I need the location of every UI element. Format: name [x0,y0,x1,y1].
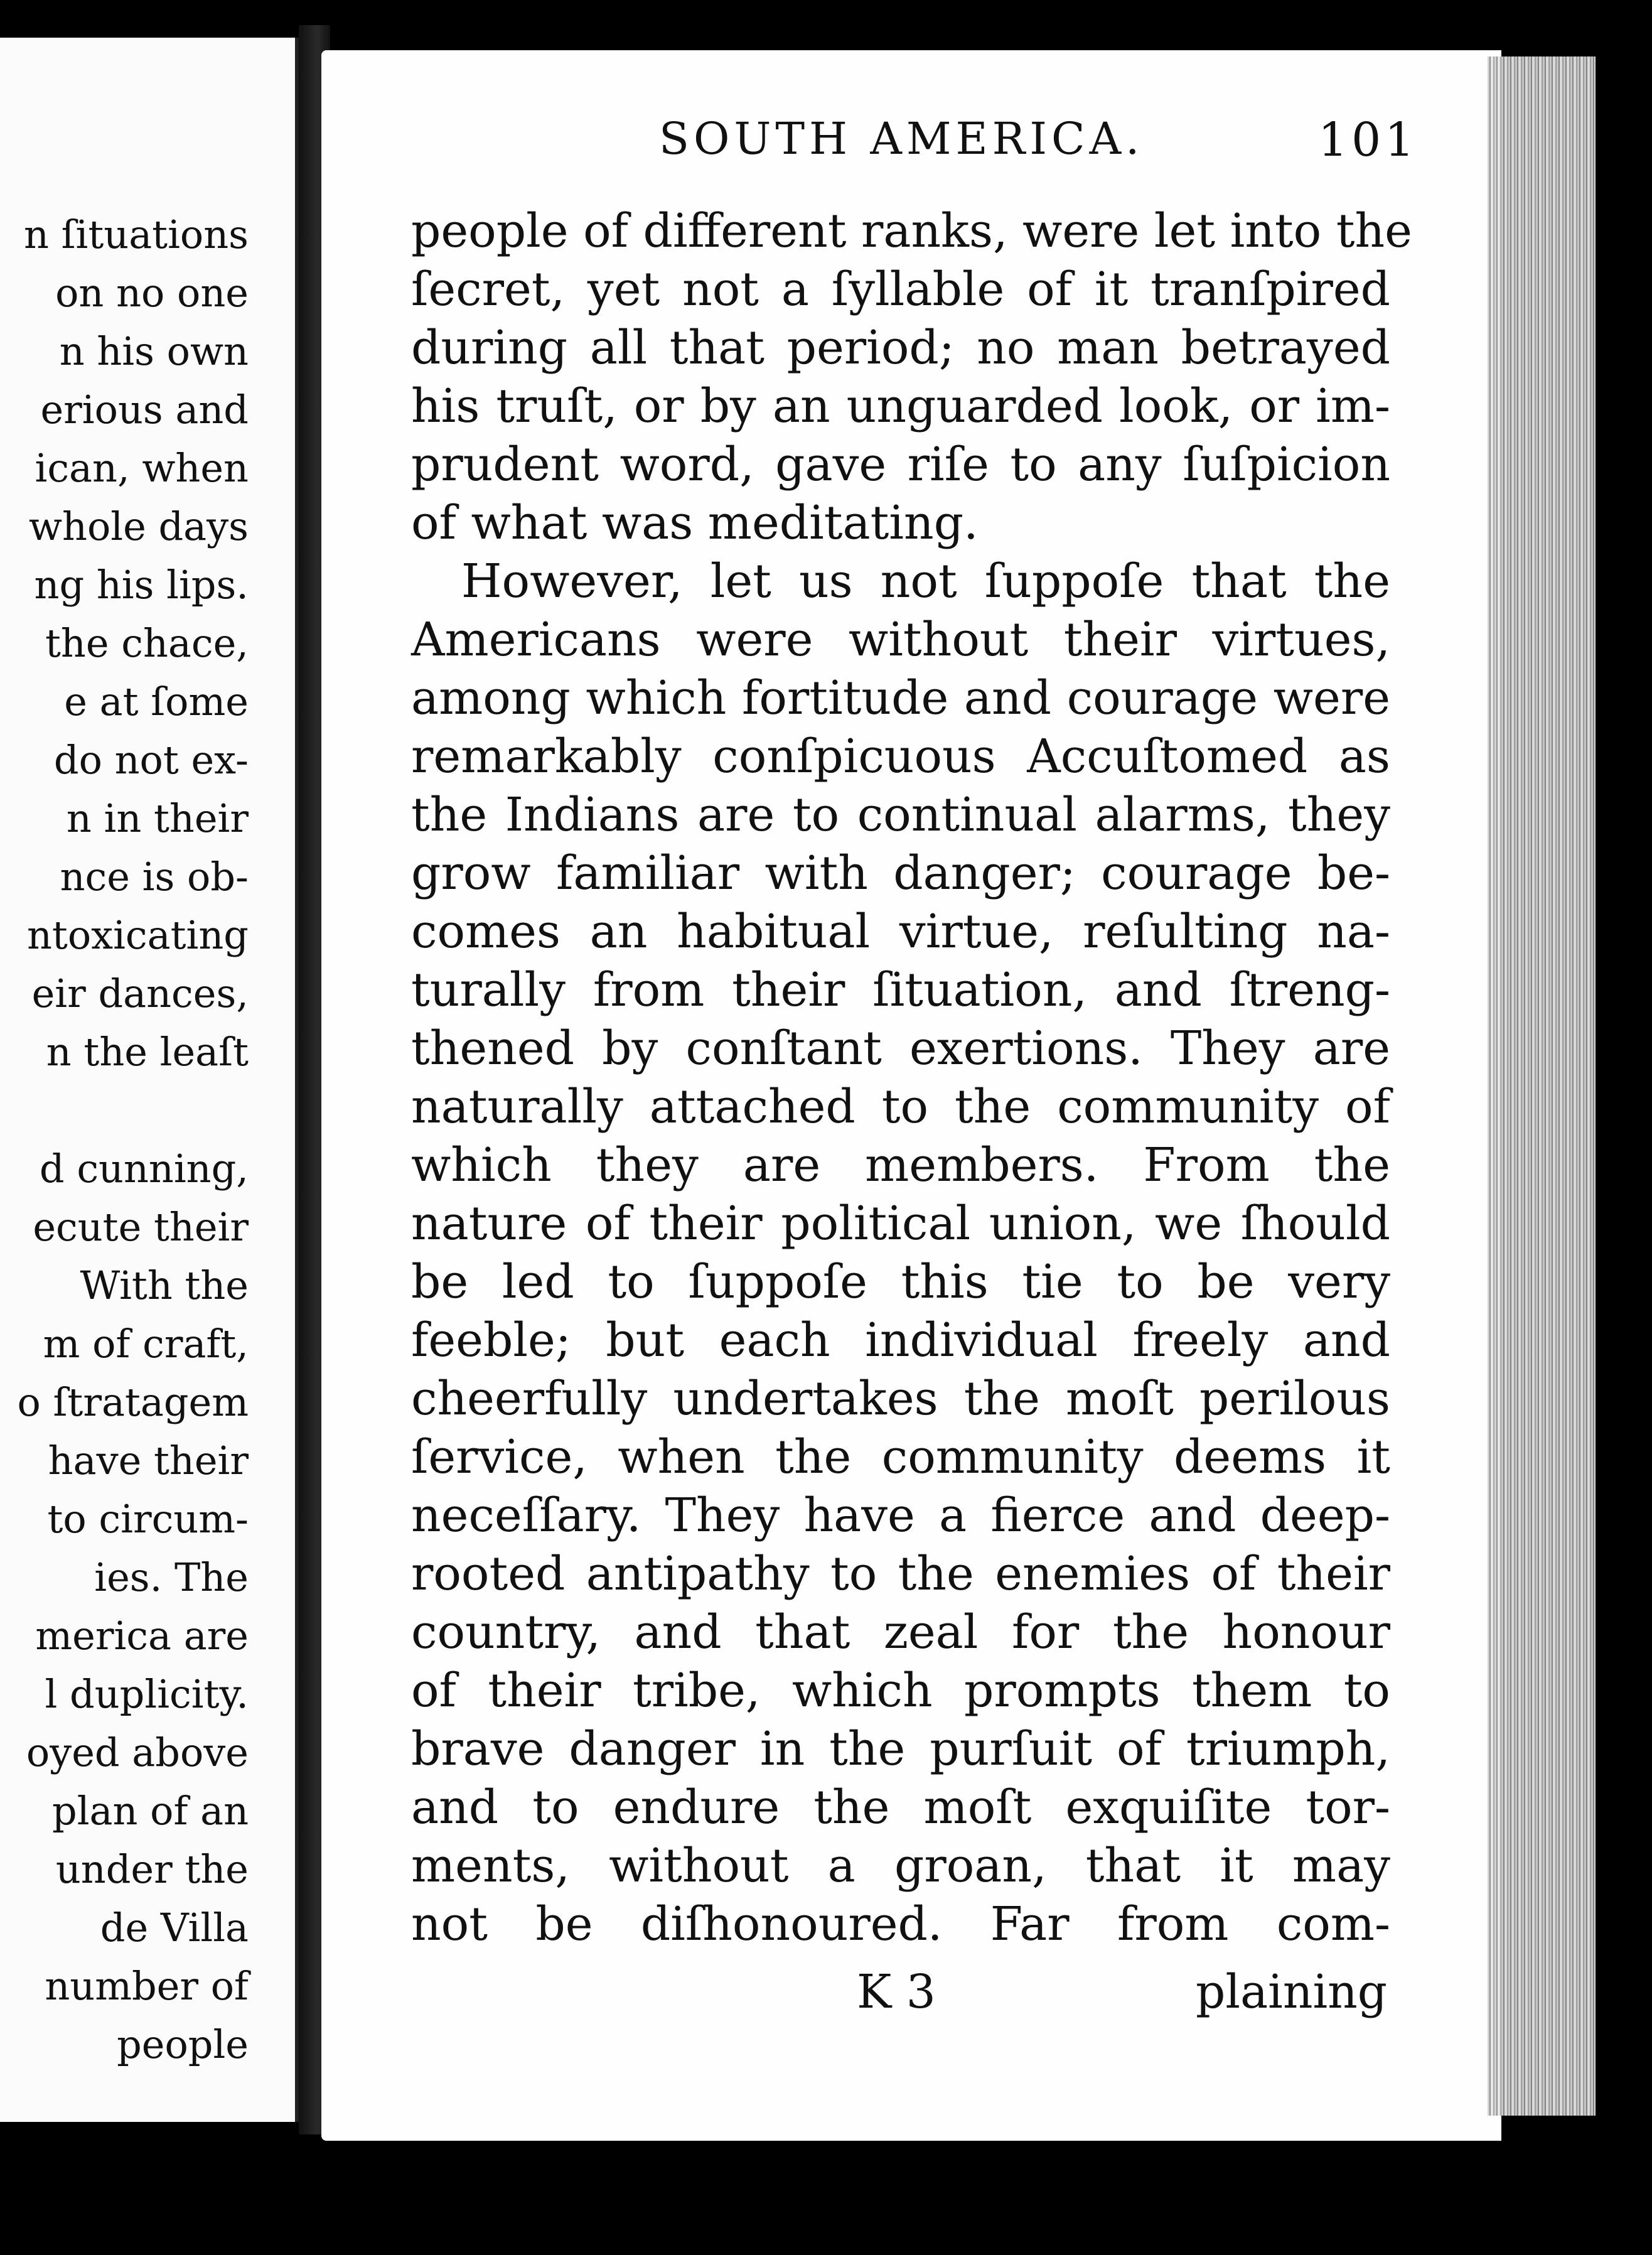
left-line: n ſituations [23,212,249,257]
running-header: SOUTH AMERICA. [659,113,1144,164]
text-line: the Indians are to continual alarms, they [411,788,1390,842]
text-line: turally from their ſituation, and ſtreng- [411,963,1390,1017]
left-line: under the [55,1846,249,1892]
left-line: de Villa [100,1905,249,1951]
text-line: nature of their political union, we ſhould [411,1197,1390,1251]
text-line: Americans were without their virtues, [411,613,1390,667]
left-line: whole days [28,503,249,549]
page-number: 101 [1318,113,1419,167]
left-line: plan of an [52,1788,249,1834]
left-line: o ſtratagem [17,1379,249,1425]
left-line: number of [45,1963,249,2009]
left-line: m of craft, [43,1321,249,1367]
left-line: eir dances, [31,971,249,1016]
text-line: ſervice, when the community deems it [411,1430,1390,1484]
left-line: nce is ob- [60,854,249,900]
text-line: neceſſary. They have a fierce and deep- [411,1488,1390,1542]
text-line: comes an habitual virtue, reſulting na- [411,905,1390,959]
left-line: ies. The [94,1554,249,1600]
left-line: merica are [35,1613,249,1659]
left-line: do not ex- [53,737,249,783]
text-line: grow familiar with danger; courage be- [411,846,1390,900]
text-line: not be diſhonoured. Far from com- [411,1897,1390,1951]
text-line: of what was meditating. [411,496,979,550]
text-line: which they are members. From the [411,1138,1390,1192]
text-line: brave danger in the purſuit of triumph, [411,1722,1390,1776]
left-line: people [117,2021,249,2067]
text-line: feeble; but each individual freely and [411,1313,1390,1367]
text-line: cheerfully undertakes the moſt perilous [411,1372,1390,1426]
left-facing-page [0,38,299,2122]
left-line: d cunning, [39,1146,249,1192]
text-line: rooted antipathy to the enemies of their [411,1547,1390,1601]
page-edges [1488,57,1596,2116]
text-line: his truſt, or by an unguarded look, or im- [411,379,1390,433]
text-line: prudent word, gave riſe to any ſuſpicion [411,438,1390,492]
left-line: on no one [55,270,249,316]
text-line: ſecret, yet not a ſyllable of it tranſpired [411,262,1390,316]
left-line: ng his lips. [34,562,249,608]
left-line: n his own [59,328,249,374]
left-line: ntoxicating [26,912,249,958]
left-line: to circum- [47,1496,249,1542]
left-line: ecute their [33,1204,249,1250]
text-line: during all that period; no man betrayed [411,321,1390,375]
text-line: country, and that zeal for the honour [411,1605,1390,1659]
text-line: among which fortitude and courage were [411,671,1390,725]
left-line: l duplicity. [45,1671,249,1717]
text-line: However, let us not ſuppoſe that the [461,554,1390,608]
left-line: n in their [66,795,249,841]
left-line: n the leaſt [46,1029,249,1075]
text-line: naturally attached to the community of [411,1080,1390,1134]
body-text [411,202,1412,1954]
left-line: oyed above [26,1730,249,1775]
text-line: of their tribe, which prompts them to [411,1664,1390,1718]
text-line: remarkably conſpicuous Accuſtomed as [411,729,1390,783]
text-line: and to endure the moſt exquiſite tor- [411,1780,1390,1834]
left-line: have their [48,1438,249,1483]
left-line: e at ſome [64,679,249,724]
left-line: the chace, [45,620,249,666]
text-line: people of different ranks, were let into the [411,204,1412,258]
catchword: plaining [1196,1965,1388,2019]
left-line: ican, when [35,445,249,491]
text-line: be led to ſuppoſe this tie to be very [411,1255,1390,1309]
left-line: With the [80,1262,249,1308]
signature-mark: K 3 [857,1965,936,2019]
left-line: erious and [40,387,249,433]
text-line: thened by conſtant exertions. They are [411,1021,1390,1075]
text-line: ments, without a groan, that it may [411,1839,1390,1893]
